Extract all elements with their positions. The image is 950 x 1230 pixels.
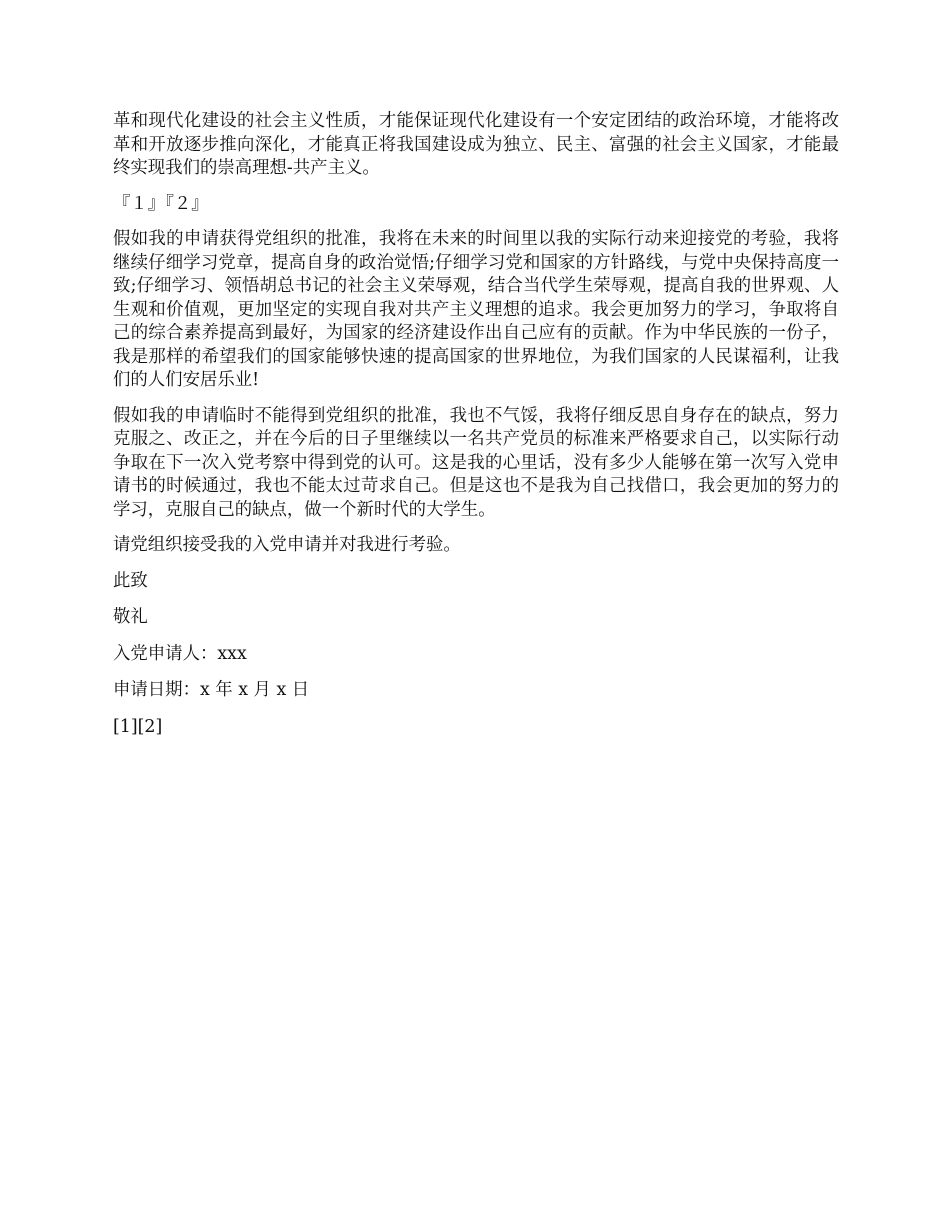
paragraph-approval: 假如我的申请获得党组织的批准，我将在未来的时间里以我的实际行动来迎接党的考验，我将继续仔细学习党章，提高自身的政治觉悟;仔细学习党和国家的方针路线，与党中央保持高度一致;仔细学习、领悟胡总书记的社会主义荣辱观，结合当代学生荣辱观，提高自我的世界观、人生观和价值观，更加坚定的实现自我对共产主义理想的追求。我会更加努力的学习，争取将自己的综合素养提高到最好，为国家的经济建设作出自己应有的贡献。作为中华民族的一份子，我是那样的希望我们的国家能够快速的提高国家的世界地位，为我们国家的人民谋福利，让我们的人们安居乐业! <box>113 229 839 390</box>
application-date: 申请日期：x 年 x 月 x 日 <box>113 680 310 700</box>
closing-salute: 敬礼 <box>113 607 148 627</box>
page-markers: 『１』『２』 <box>113 193 209 214</box>
closing-greeting: 此致 <box>113 570 148 591</box>
applicant-name: 入党申请人：xxx <box>113 643 247 664</box>
page-links[interactable]: [1][2] <box>113 716 163 737</box>
document-body <box>113 110 839 752</box>
paragraph-request: 请党组织接受我的入党申请并对我进行考验。 <box>113 535 461 555</box>
paragraph-intro: 革和现代化建设的社会主义性质，才能保证现代化建设有一个安定团结的政治环境，才能将改革和开放逐步推向深化，才能真正将我国建设成为独立、民主、富强的社会主义国家，才能最终实现我们的崇高理想-共产主义。 <box>113 111 839 178</box>
paragraph-rejection: 假如我的申请临时不能得到党组织的批准，我也不气馁，我将仔细反思自身存在的缺点，努力克服之、改正之，并在今后的日子里继续以一名共产党员的标准来严格要求自己，以实际行动争取在下一次入党考察中得到党的认可。这是我的心里话，没有多少人能够在第一次写入党申请书的时候通过，我也不能太过苛求自己。但是这也不是我为自己找借口，我会更加的努力的学习，克服自己的缺点，做一个新时代的大学生。 <box>113 405 839 520</box>
